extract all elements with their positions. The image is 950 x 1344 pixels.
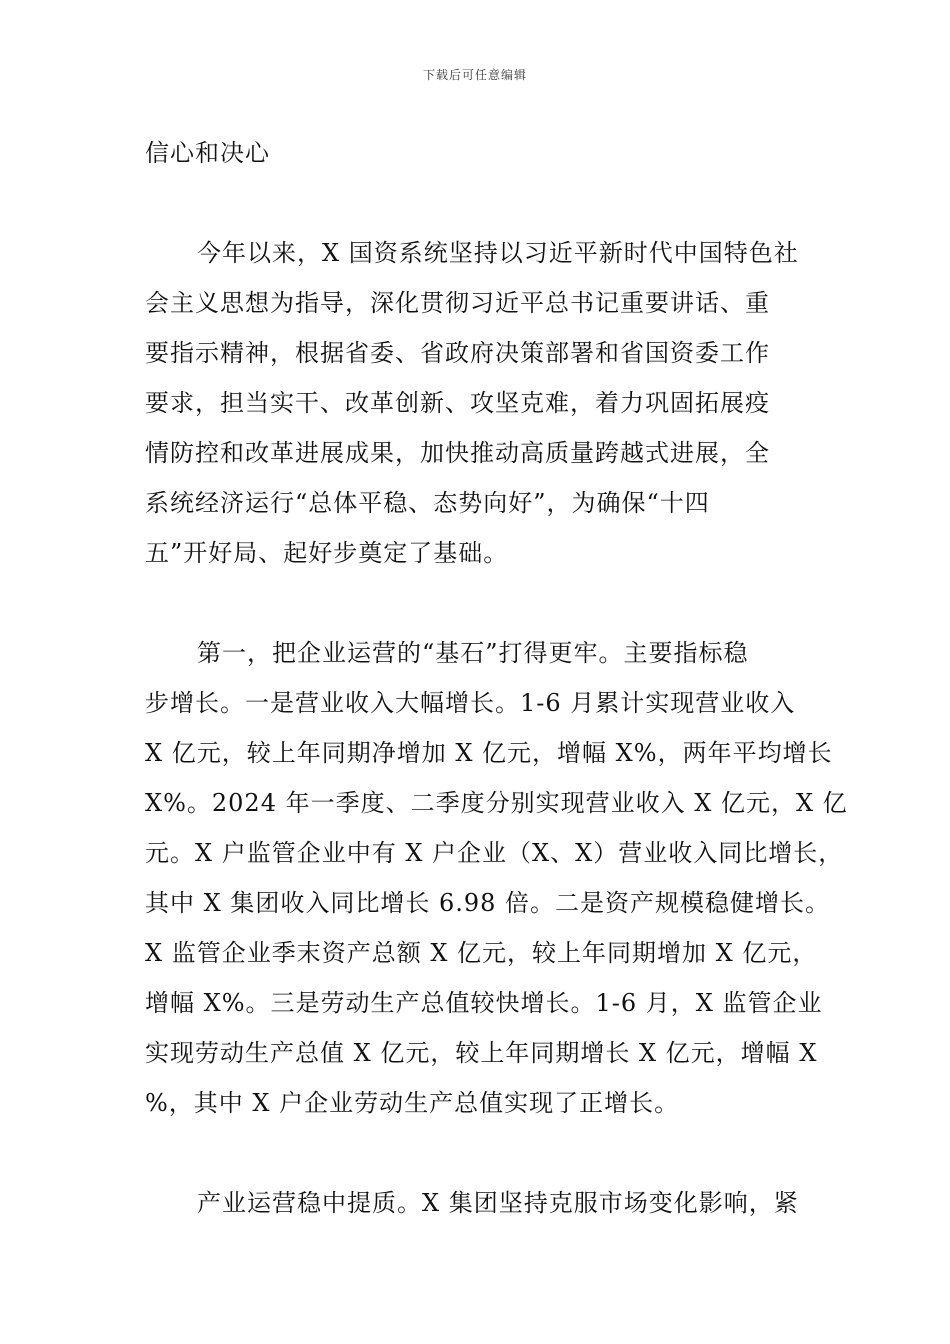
text-line: 其中 X 集团收入同比增长 6.98 倍。二是资产规模稳健增长。 (145, 889, 831, 917)
text-line: 实现劳动生产总值 X 亿元，较上年同期增长 X 亿元，增幅 X (145, 1039, 818, 1067)
document-body (145, 128, 848, 1228)
paragraph-gap (145, 178, 825, 228)
text-line: X%。2024 年一季度、二季度分别实现营业收入 X 亿元，X 亿 (145, 789, 848, 817)
text-line: 要求，担当实干、改革创新、攻坚克难，着力巩固拓展疫 (145, 389, 770, 417)
text-line: 信心和决心 (145, 139, 270, 167)
page-header: 下载后可任意编辑 (422, 68, 527, 82)
paragraph-gap (145, 578, 825, 628)
text-line: 要指示精神，根据省委、省政府决策部署和省国资委工作 (145, 339, 770, 367)
text-line: 五”开好局、起好步奠定了基础。 (145, 539, 509, 567)
text-line: 第一，把企业运营的“基石”打得更牢。主要指标稳 (197, 639, 749, 667)
paragraph-gap (145, 1128, 825, 1178)
text-line: 步增长。一是营业收入大幅增长。1-6 月累计实现营业收入 (145, 689, 796, 717)
text-line: 元。X 户监管企业中有 X 户企业（X、X）营业收入同比增长， (145, 839, 844, 867)
text-line: X 亿元，较上年同期净增加 X 亿元，增幅 X%，两年平均增长 (145, 739, 833, 767)
text-line: 今年以来，X 国资系统坚持以习近平新时代中国特色社 (197, 239, 799, 267)
text-line: 系统经济运行“总体平稳、态势向好”，为确保“十四 (145, 489, 710, 517)
text-line: 增幅 X%。三是劳动生产总值较快增长。1-6 月，X 监管企业 (145, 989, 823, 1017)
text-line: %，其中 X 户企业劳动生产总值实现了正增长。 (145, 1089, 680, 1117)
text-line: 产业运营稳中提质。X 集团坚持克服市场变化影响，紧 (197, 1189, 799, 1217)
text-line: X 监管企业季末资产总额 X 亿元，较上年同期增加 X 亿元， (145, 939, 818, 967)
text-line: 会主义思想为指导，深化贯彻习近平总书记重要讲话、重 (145, 289, 770, 317)
text-line: 情防控和改革进展成果，加快推动高质量跨越式进展，全 (145, 439, 770, 467)
